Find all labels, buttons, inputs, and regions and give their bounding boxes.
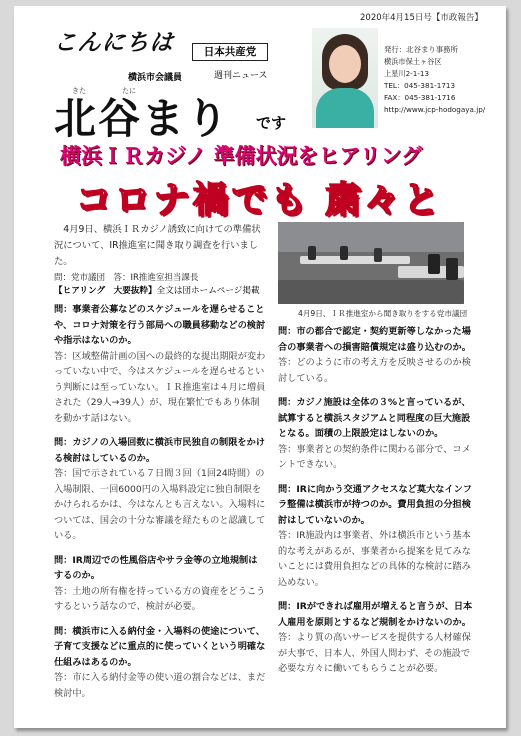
qa-item [54,553,266,615]
question: 問：市の都合で認定・契約更新等しなかった場合の事業者への損害賠償規定は盛り込むのか。 [278,326,471,353]
question: 問：横浜市に入る納付金・入場料の使途について、子育て支援などに重点的に使っていくという明確な仕組みはあるのか。 [54,625,266,668]
office-url: http://www.jcp-hodogaya.jp/ [384,105,486,114]
answer: 答：国で示されている７日間３回（1回24時間）の入場制限、一回6000円の入場料設定に独自制限をかけられるかは、今はなんとも言えない。入場料については、国会の十分な審議を経たものと認識している。 [54,468,266,541]
answer: 答：どのように市の考え方を反映させるのか検討している。 [278,357,471,384]
answer: 答：より質の高いサービスを提供する人材確保が大事で、日本人、外国人問わず、その施設で必要な方々に働いてもらうことが必要。 [278,632,471,674]
qa-column-right [278,324,478,686]
intro-meta: 問：党市議団 答：IR推進室担当課長 [54,273,199,283]
councillor-name: 北谷まり [54,94,231,143]
question: 問：IRができれば雇用が増えると言うが、日本人雇用を原則とするなど規制をかけないのか。 [278,601,473,628]
newsletter-page [14,6,506,728]
headline-primary: 横浜ＩＲカジノ 準備状況をヒアリング [60,144,423,168]
question: 問：IR周辺での性風俗店やサラ金等の立地規制はするのか。 [54,554,258,581]
portrait-photo [312,28,378,128]
summary-note: 全文は団ホームページ掲載 [156,286,260,296]
qa-column-left [54,302,266,710]
greeting: こんにちは [52,30,176,56]
office-info [384,44,500,116]
qa-item [278,599,478,677]
answer: 答：IR施設内は事業者、外は横浜市という基本的な考えがあるが、事業者から提案を見てみないことには費用負担などの具体的な検討に踏み込めない。 [278,530,471,588]
qa-item [54,302,266,426]
question: 問：IRに向かう交通アクセスなど莫大なインフラ整備は横浜市が持つのか。費用負担の分担検討はしていないのか。 [278,483,472,526]
answer: 答：土地の所有権を持っている方の資産をどうこうするという話なので、検討が必要。 [54,585,266,612]
name-suffix: です [256,114,287,132]
question: 問：事業者公募などのスケジュールを遅らせることや、コロナ対策を行う部局への職員移動などの検討や指示はないのか。 [54,304,266,346]
party-badge: 日本共産党 [192,43,268,61]
qa-item [278,395,478,473]
answer: 答：区域整備計画の国への最終的な提出期限が変わっていない中で、今はスケジュールを遅らせるという判断には至っていない。ＩＲ推進室は４月に増員された（29人→39人）が、現在繁忙でもあり体制を動かす話はない。 [54,350,266,424]
council-rank: 横浜市会議員 [128,73,183,83]
intro-text: 4月9日、横浜ＩＲカジノ誘致に向けての準備状況について、IR推進室に聞き取り調査を行いました。 [54,224,261,267]
question: 問：カジノの入場回数に横浜市民独自の制限をかける検討はしているのか。 [54,437,265,464]
office-address-2: 上星川2-1-13 [384,69,430,78]
qa-item [54,435,266,544]
name-ruby-kita: きた [72,87,86,95]
answer: 答：事業者との契約条件に関わる部分で、コメントできない。 [278,443,471,470]
office-address-1: 横浜市保土ヶ谷区 [384,57,442,66]
meeting-photo [278,222,464,304]
office-tel: TEL：045-381-1713 [384,81,456,90]
qa-item [278,324,478,386]
summary-heading [54,284,260,296]
headline-secondary: コロナ禍でも 粛々と [75,180,443,221]
date-line: 2020年4月15日号【市政報告】 [360,13,483,23]
office-publisher: 発行：北谷まり事務所 [384,45,458,54]
qa-item [278,482,478,591]
summary-title: 【ヒアリング 大要抜粋】 [54,286,157,296]
name-ruby-tani: たに [122,87,136,95]
qa-item [54,624,266,702]
weekly-label: 週刊ニュース [214,71,268,81]
intro-paragraph [54,222,266,286]
photo-caption: 4月9日、ＩＲ推進室から聞き取りをする党市議団 [298,309,468,318]
office-fax: FAX：045-381-1716 [384,93,456,102]
question: 問：カジノ施設は全体の３%と言っているが、試算すると横浜スタジアムと同程度の巨大施設となる。面積の上限設定はしないのか。 [278,397,471,439]
answer: 答：市に入る納付金等の使い道の割合などは、まだ検討中。 [54,672,266,699]
